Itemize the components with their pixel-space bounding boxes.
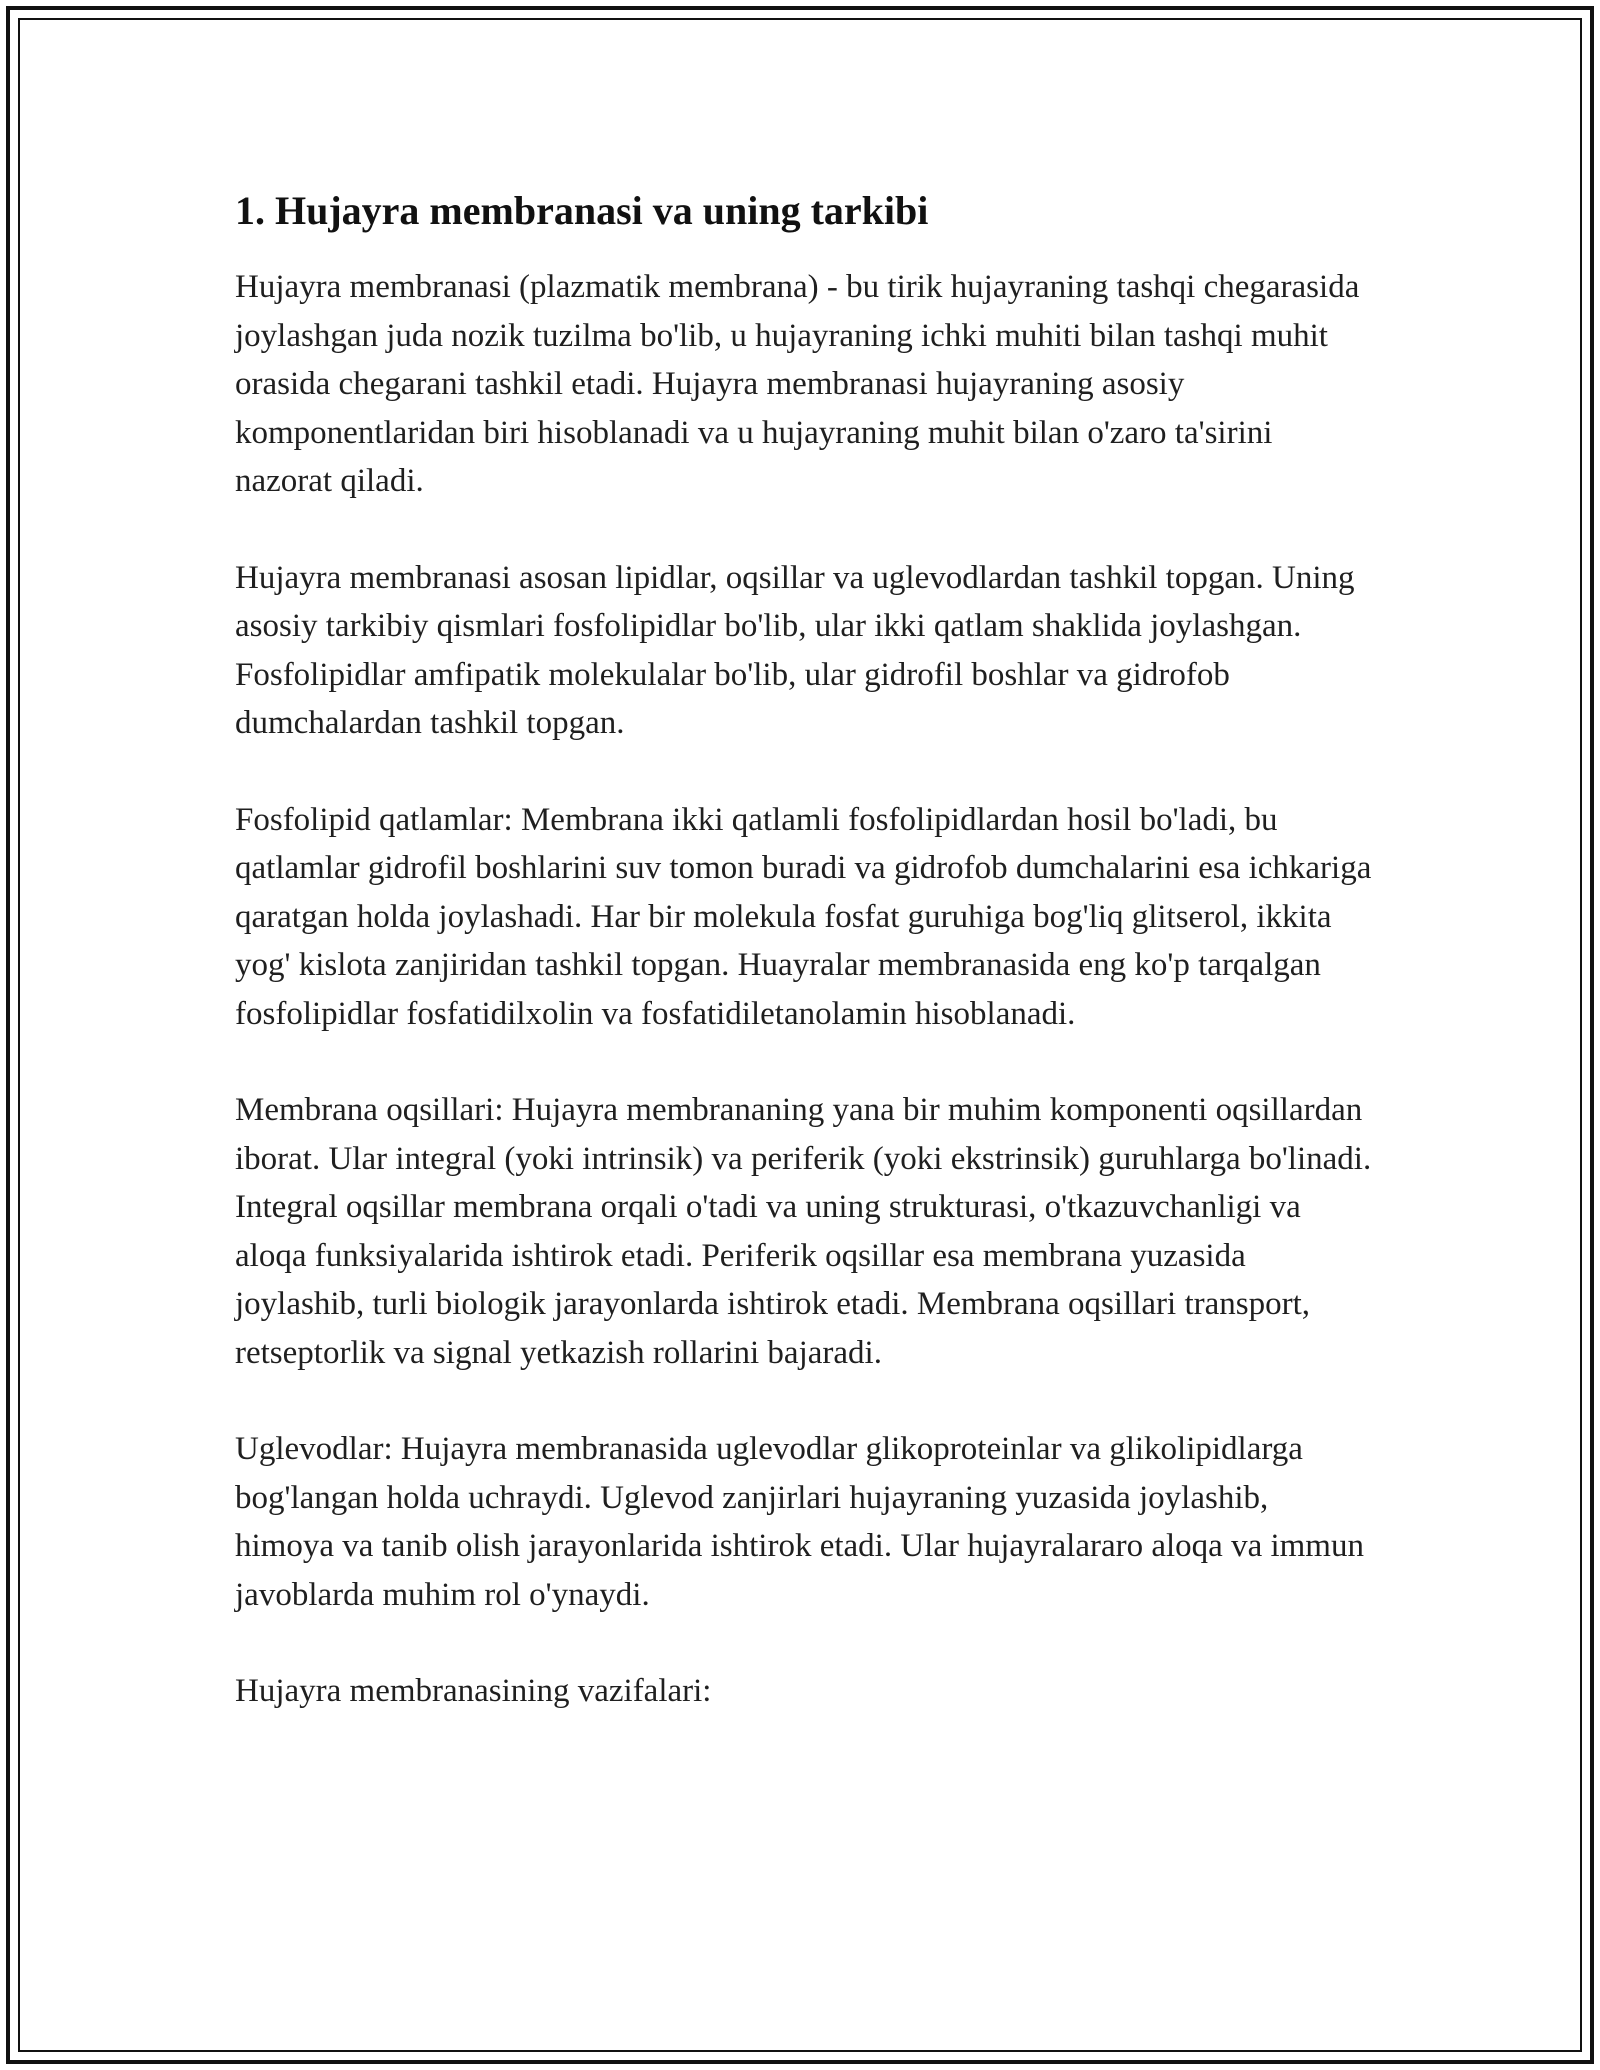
section-heading: 1. Hujayra membranasi va uning tarkibi	[235, 188, 929, 233]
document-body	[235, 185, 1375, 1764]
paragraph-carbohydrates: Uglevodlar: Hujayra membranasida uglevodlar glikoproteinlar va glikolipidlarga bog'langan holda uchraydi. Uglevod zanjirlari hujayraning yuzasida joylashib, himoya va tanib olish jarayonlarida ishtirok etadi. Ular hujayralararo aloqa va immun javoblarda muhim rol o'ynaydi.	[235, 1431, 1364, 1613]
paragraph-composition: Hujayra membranasi asosan lipidlar, oqsillar va uglevodlardan tashkil topgan. Uning asosiy tarkibiy qismlari fosfolipidlar bo'lib, ular ikki qatlam shaklida joylashgan. Fosfolipidlar amfipatik molekulalar bo'lib, ular gidrofil boshlar va gidrofob dumchalardan tashkil topgan.	[235, 559, 1355, 741]
paragraph-intro: Hujayra membranasi (plazmatik membrana) - bu tirik hujayraning tashqi chegarasida joylashgan juda nozik tuzilma bo'lib, u hujayraning ichki muhiti bilan tashqi muhit orasida chegarani tashkil etadi. Hujayra membranasi hujayraning asosiy komponentlaridan biri hisoblanadi va u hujayraning muhit bilan o'zaro ta'sirini nazorat qiladi.	[235, 269, 1360, 499]
paragraph-phospholipid-layers: Fosfolipid qatlamlar: Membrana ikki qatlamli fosfolipidlardan hosil bo'ladi, bu qatlamlar gidrofil boshlarini suv tomon buradi va gidrofob dumchalarini esa ichkariga qaratgan holda joylashadi. Har bir molekula fosfat guruhiga bog'liq glitserol, ikkita yog' kislota zanjiridan tashkil topgan. Huayralar membranasida eng ko'p tarqalgan fosfolipidlar fosfatidilxolin va fosfatidiletanolamin hisoblanadi.	[235, 801, 1372, 1032]
paragraph-membrane-proteins: Membrana oqsillari: Hujayra membrananing yana bir muhim komponenti oqsillardan iborat. Ular integral (yoki intrinsik) va periferik (yoki ekstrinsik) guruhlarga bo'linadi. Integral oqsillar membrana orqali o'tadi va uning strukturasi, o'tkazuvchanligi va aloqa funksiyalarida ishtirok etadi. Periferik oqsillar esa membrana yuzasida joylashib, turli biologik jarayonlarda ishtirok etadi. Membrana oqsillari transport, retseptorlik va signal yetkazish rollarini bajaradi.	[235, 1092, 1372, 1371]
paragraph-functions-lead: Hujayra membranasining vazifalari:	[235, 1673, 712, 1709]
